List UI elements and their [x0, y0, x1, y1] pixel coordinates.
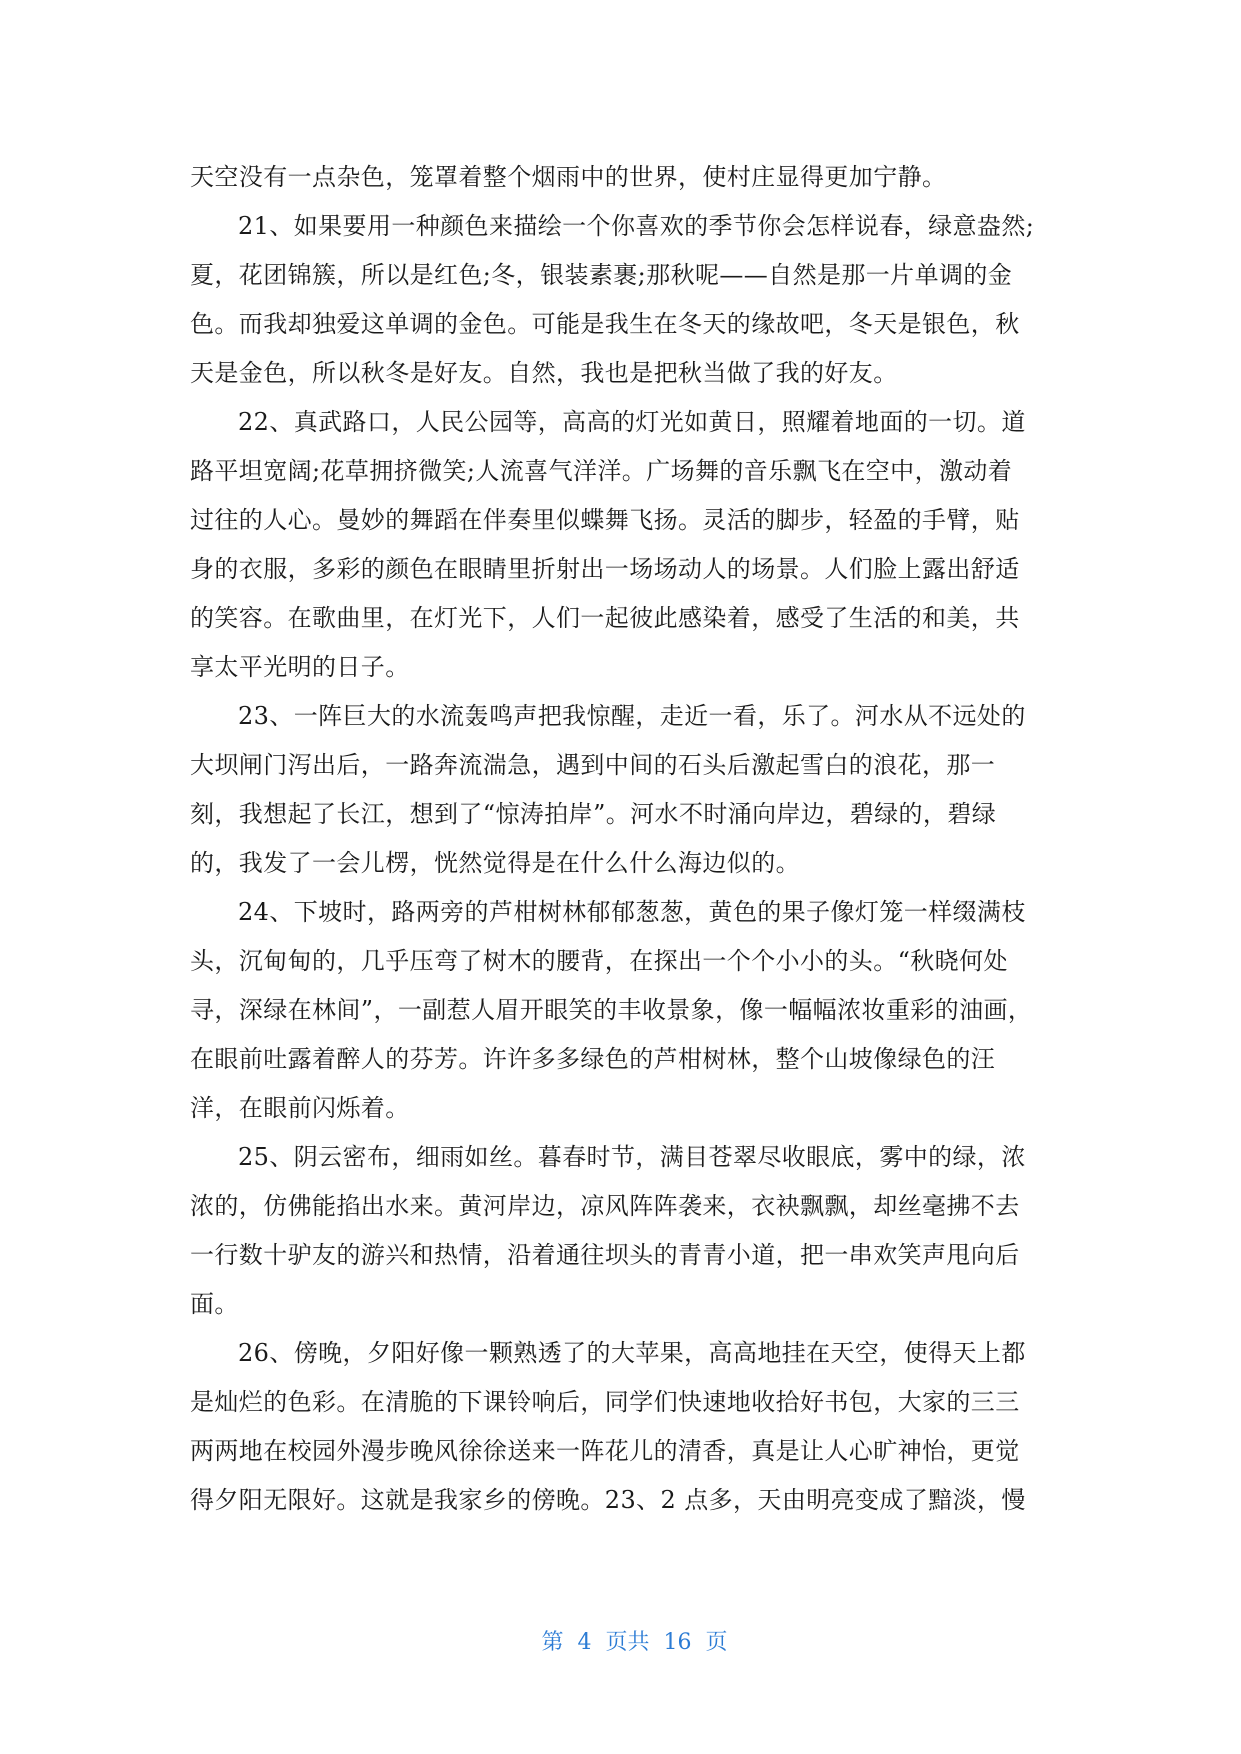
text-line: 享太平光明的日子。: [190, 653, 410, 681]
page-footer: [0, 1600, 1241, 1681]
text-line: 在眼前吐露着醉人的芬芳。许许多多绿色的芦柑树林，整个山坡像绿色的汪: [190, 1045, 996, 1073]
text-line: 夏，花团锦簇，所以是红色;冬，银装素裹;那秋呢——自然是那一片单调的金: [190, 261, 1013, 289]
text-line: 21、如果要用一种颜色来描绘一个你喜欢的季节你会怎样说春，绿意盎然;: [238, 212, 1035, 240]
text-line: 路平坦宽阔;花草拥挤微笑;人流喜气洋洋。广场舞的音乐飘飞在空中，激动着: [190, 457, 1013, 485]
text-line: 26、傍晚，夕阳好像一颗熟透了的大苹果，高高地挂在天空，使得天上都: [238, 1339, 1026, 1367]
text-line: 寻，深绿在林间”，一副惹人眉开眼笑的丰收景象，像一幅幅浓妆重彩的油画，: [190, 996, 1033, 1024]
footer-total-pages: 16: [663, 1630, 692, 1655]
text-line: 天是金色，所以秋冬是好友。自然，我也是把秋当做了我的好友。: [190, 359, 898, 387]
text-line: 面。: [190, 1290, 239, 1318]
text-line: 的笑容。在歌曲里，在灯光下，人们一起彼此感染着，感受了生活的和美，共: [190, 604, 1020, 632]
text-line: 色。而我却独爱这单调的金色。可能是我生在冬天的缘故吧，冬天是银色，秋: [190, 310, 1020, 338]
text-line: 身的衣服，多彩的颜色在眼睛里折射出一场场动人的场景。人们脸上露出舒适: [190, 555, 1020, 583]
text-line: 的，我发了一会儿楞，恍然觉得是在什么什么海边似的。: [190, 849, 800, 877]
text-line: 头，沉甸甸的，几乎压弯了树木的腰背，在探出一个个小小的头。“秋晓何处: [190, 947, 1008, 975]
text-line: 洋，在眼前闪烁着。: [190, 1094, 410, 1122]
text-line: 23、一阵巨大的水流轰鸣声把我惊醒，走近一看，乐了。河水从不远处的: [238, 702, 1026, 730]
text-line: 天空没有一点杂色，笼罩着整个烟雨中的世界，使村庄显得更加宁静。: [190, 163, 947, 191]
text-line: 刻，我想起了长江，想到了“惊涛拍岸”。河水不时涌向岸边，碧绿的，碧绿: [190, 800, 997, 828]
text-line: 得夕阳无限好。这就是我家乡的傍晚。23、2 点多，天由明亮变成了黯淡，慢: [190, 1486, 1026, 1514]
footer-page-prefix: 第: [541, 1630, 564, 1655]
text-line: 25、阴云密布，细雨如丝。暮春时节，满目苍翠尽收眼底，雾中的绿，浓: [238, 1143, 1026, 1171]
text-line: 22、真武路口，人民公园等，高高的灯光如黄日，照耀着地面的一切。道: [238, 408, 1026, 436]
footer-page-mid: 页共: [605, 1630, 650, 1655]
text-line: 是灿烂的色彩。在清脆的下课铃响后，同学们快速地收拾好书包，大家的三三: [190, 1388, 1020, 1416]
text-line: 浓的，仿佛能掐出水来。黄河岸边，凉风阵阵袭来，衣袂飘飘，却丝毫拂不去: [190, 1192, 1020, 1220]
footer-page-suffix: 页: [705, 1630, 728, 1655]
text-line: 大坝闸门泻出后，一路奔流湍急，遇到中间的石头后激起雪白的浪花，那一: [190, 751, 996, 779]
text-line: 24、下坡时，路两旁的芦柑树林郁郁葱葱，黄色的果子像灯笼一样缀满枝: [238, 898, 1026, 926]
text-line: 两两地在校园外漫步晚风徐徐送来一阵花儿的清香，真是让人心旷神怡，更觉: [190, 1437, 1020, 1465]
text-line: 过往的人心。曼妙的舞蹈在伴奏里似蝶舞飞扬。灵活的脚步，轻盈的手臂，贴: [190, 506, 1020, 534]
document-body: [190, 153, 1050, 1525]
footer-current-page: 4: [577, 1630, 592, 1655]
text-line: 一行数十驴友的游兴和热情，沿着通往坝头的青青小道，把一串欢笑声甩向后: [190, 1241, 1020, 1269]
